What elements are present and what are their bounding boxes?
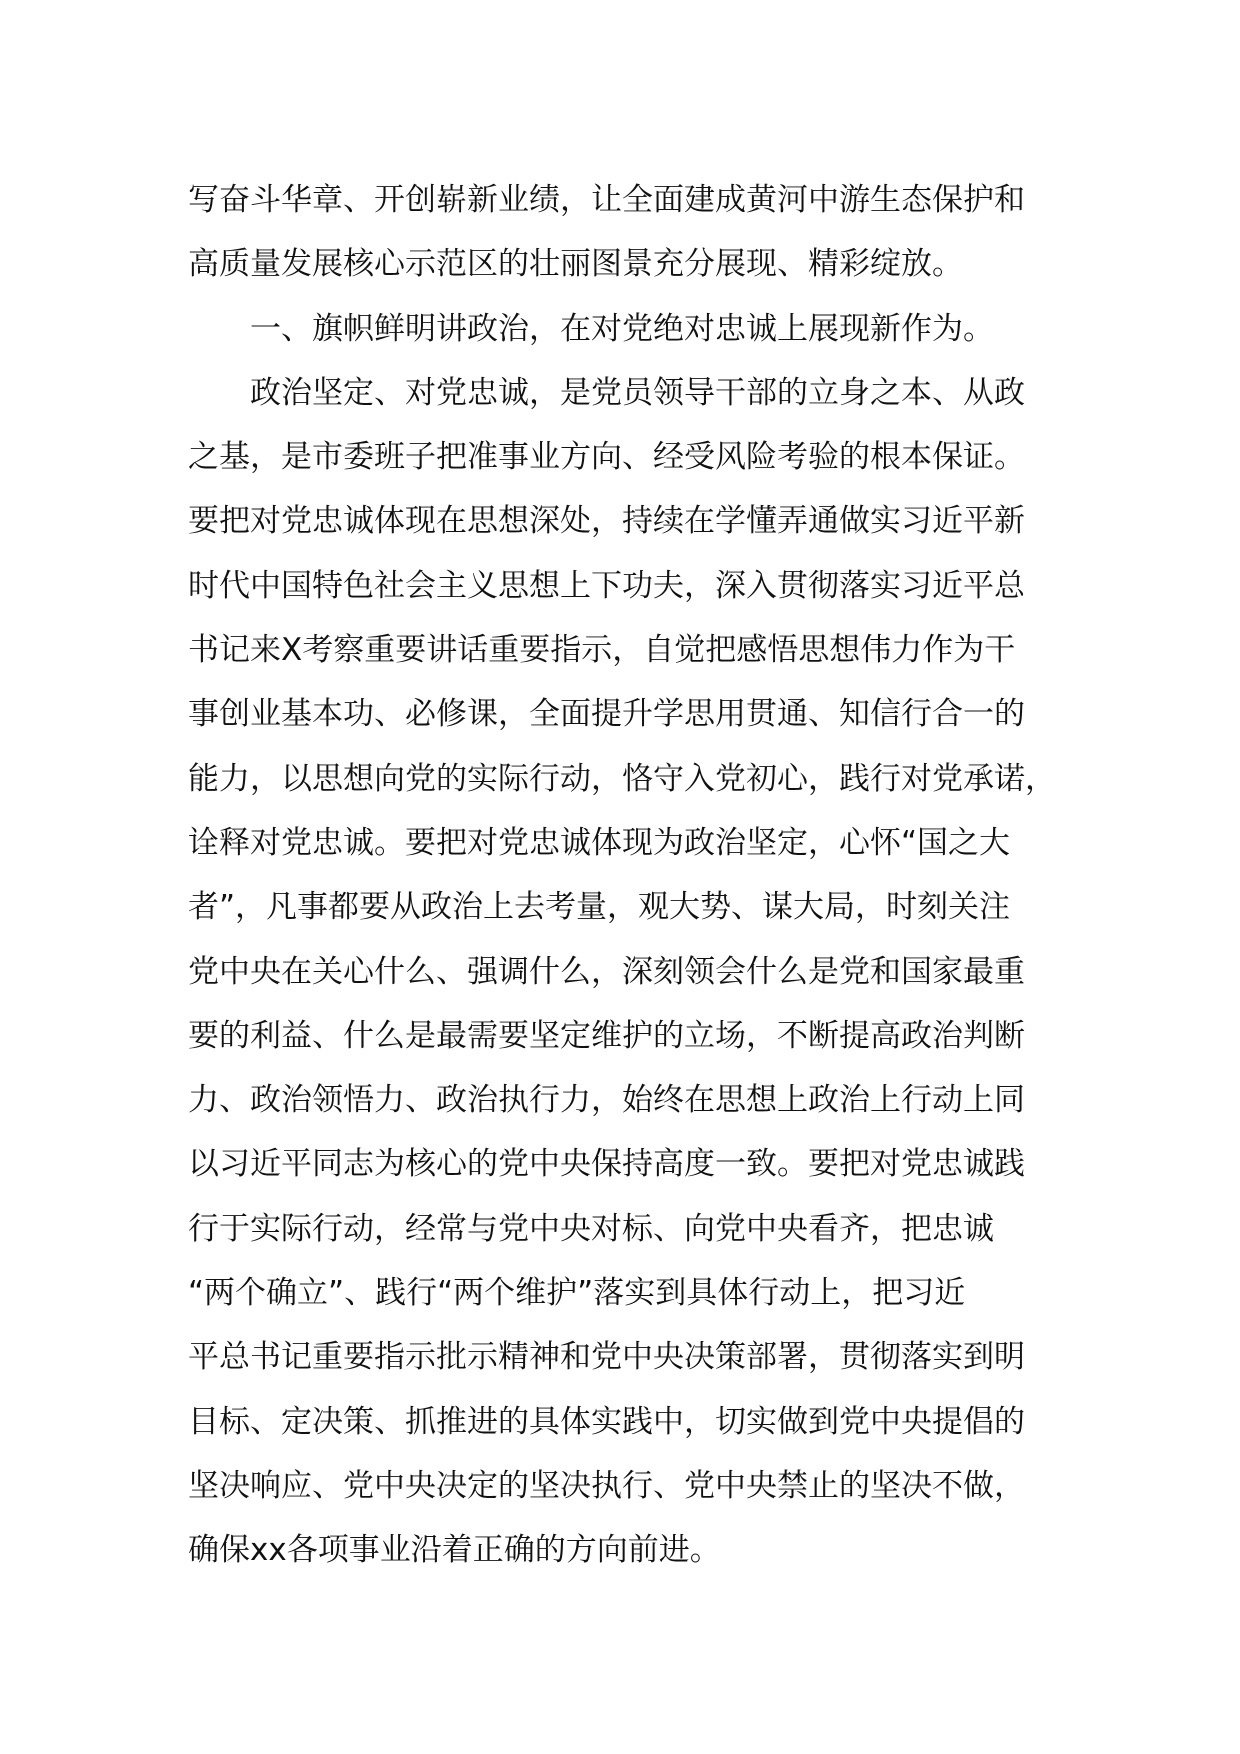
section-heading: 一、旗帜鲜明讲政治，在对党绝对忠诚上展现新作为。	[250, 310, 994, 347]
paragraph-start-line: 政治坚定、对党忠诚，是党员领导干部的立身之本、从政	[250, 374, 1025, 411]
body-line-5: 之基，是市委班子把准事业方向、经受风险考验的根本保证。	[188, 439, 1025, 476]
body-line-13: 党中央在关心什么、强调什么，深刻领会什么是党和国家最重	[188, 953, 1025, 990]
body-line-6: 要把对党忠诚体现在思想深处，持续在学懂弄通做实习近平新	[188, 503, 1025, 540]
body-line-14: 要的利益、什么是最需要坚定维护的立场，不断提高政治判断	[188, 1017, 1025, 1054]
body-line-12: 者”，凡事都要从政治上去考量，观大势、谋大局，时刻关注	[188, 889, 1011, 926]
body-line-1: 写奋斗华章、开创崭新业绩，让全面建成黄河中游生态保护和	[188, 182, 1025, 218]
body-line-10: 能力，以思想向党的实际行动，恪守入党初心，践行对党承诺，	[188, 760, 1056, 797]
body-line-18: “两个确立”、践行“两个维护”落实到具体行动上，把习近	[188, 1275, 966, 1312]
body-line-21: 坚决响应、党中央决定的坚决执行、党中央禁止的坚决不做，	[188, 1467, 1025, 1504]
body-line-20: 目标、定决策、抓推进的具体实践中，切实做到党中央提倡的	[188, 1403, 1025, 1440]
body-line-22: 确保xx各项事业沿着正确的方向前进。	[188, 1532, 721, 1569]
body-line-7: 时代中国特色社会主义思想上下功夫，深入贯彻落实习近平总	[188, 567, 1025, 604]
body-line-9: 事创业基本功、必修课，全面提升学思用贯通、知信行合一的	[188, 696, 1025, 733]
body-line-19: 平总书记重要指示批示精神和党中央决策部署，贯彻落实到明	[188, 1339, 1025, 1376]
body-line-15: 力、政治领悟力、政治执行力，始终在思想上政治上行动上同	[188, 1082, 1025, 1119]
document-body	[188, 168, 1068, 1583]
body-line-11: 诠释对党忠诚。要把对党忠诚体现为政治坚定，心怀“国之大	[188, 824, 1011, 861]
body-line-8: 书记来X考察重要讲话重要指示，自觉把感悟思想伟力作为干	[188, 632, 1016, 669]
body-line-2: 高质量发展核心示范区的壮丽图景充分展现、精彩绽放。	[188, 246, 963, 283]
body-line-16: 以习近平同志为核心的党中央保持高度一致。要把对党忠诚践	[188, 1146, 1025, 1183]
body-line-17: 行于实际行动，经常与党中央对标、向党中央看齐，把忠诚	[188, 1210, 994, 1247]
